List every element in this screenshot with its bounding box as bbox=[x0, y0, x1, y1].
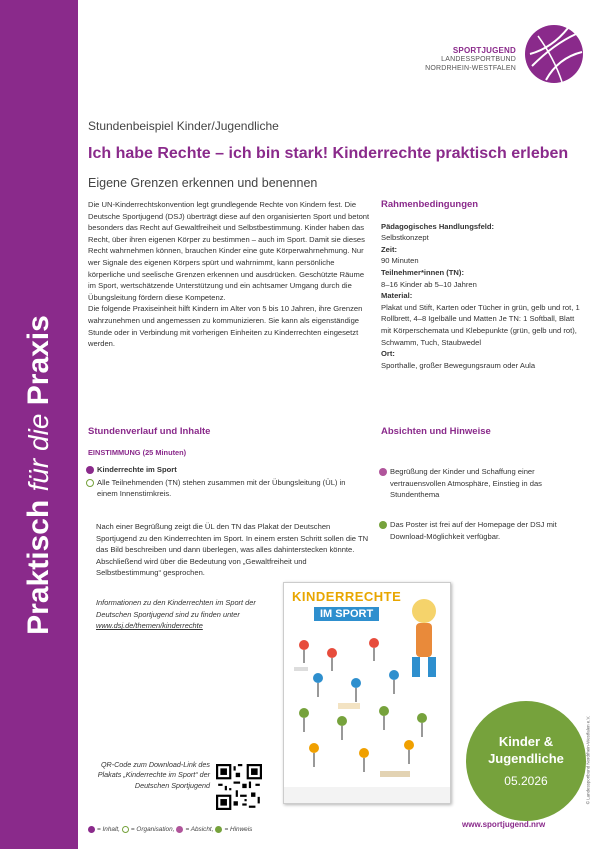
tn-label: Teilnehmer*innen (TN): bbox=[381, 267, 464, 277]
info-link[interactable]: www.dsj.de/themen/kinderrechte bbox=[96, 621, 203, 631]
hinweis-item bbox=[379, 519, 584, 542]
badge-line2: Jugendliche bbox=[488, 751, 564, 766]
logo-line1: SPORTJUGEND bbox=[452, 46, 516, 55]
inhalt-item bbox=[86, 464, 366, 475]
copyright-note: © Landessportbund Nordrhein-Westfalen e.V. bbox=[585, 715, 591, 805]
logo-ball-icon bbox=[524, 24, 584, 84]
page-subtitle: Eigene Grenzen erkennen und benennen bbox=[88, 176, 318, 190]
legend-absicht: = Absicht, bbox=[185, 826, 214, 833]
logo-text bbox=[425, 46, 516, 73]
legend-hinweis-dot-icon bbox=[215, 826, 222, 833]
intro-text bbox=[88, 199, 370, 350]
legend-organisation: = Organisation, bbox=[130, 826, 175, 833]
organisation-item bbox=[86, 477, 366, 499]
qr-code-icon[interactable] bbox=[216, 764, 262, 810]
tn-value: 8–16 Kinder ab 5–10 Jahren bbox=[381, 279, 477, 289]
info-text-body: Informationen zu den Kinderrechten im Sport der Deutschen Sportjugend sind zu finden unter bbox=[96, 598, 256, 619]
sidebar bbox=[0, 0, 78, 849]
poster-title-line2: IM SPORT bbox=[314, 607, 379, 621]
inhalt-dot-icon bbox=[86, 466, 94, 474]
qr-caption: QR-Code zum Download-Link des Plakats „Kinderrechte im Sport“ der Deutschen Sportjugend bbox=[97, 760, 210, 790]
badge-line1: Kinder & bbox=[498, 734, 554, 749]
inhalt-item-text: Kinderrechte im Sport bbox=[97, 465, 177, 474]
organisation-item-text: Alle Teilnehmenden (TN) stehen zusammen mit der Übungsleitung (ÜL) in einem Innenstirnkreis. bbox=[97, 478, 346, 498]
hinweis-item-text: Das Poster ist frei auf der Homepage der DSJ mit Download-Möglichkeit verfügbar. bbox=[390, 520, 557, 541]
legend-hinweis: = Hinweis bbox=[224, 826, 253, 833]
zeit-label: Zeit: bbox=[381, 244, 398, 254]
handlungsfeld-label: Pädagogisches Handlungsfeld: bbox=[381, 221, 495, 231]
absicht-dot-icon bbox=[379, 468, 387, 476]
symbol-legend bbox=[88, 826, 252, 833]
intro-paragraph-1: Die UN-Kinderrechtskonvention legt grundlegende Rechte von Kindern fest. Die Deutsche Sportjugend (DSJ) überträgt diese auf den organisierten Sport und betont besonders das Recht auf Gewaltfreiheit und Selbstbestimmung. Kinder haben das Recht, über ihren eigenen Körper zu bestimmen – auch im Sport. Damit sie dieses Recht wahrnehmen können, brauchen Kinder eine gute Körperwahrnehmung. Nur wer Signale des eigenen Körpers spürt und wahrnimmt, kann persönliche körperliche und seelische Grenzen erkennen und ausdrücken. Geschützte Räume im Sport, wertschätzende Unterstützung und ein achtsamer Umgang durch die Übungsleitung fördern diese Kompetenz. bbox=[88, 200, 370, 302]
material-label: Material: bbox=[381, 291, 413, 301]
poster-illustration-icon bbox=[284, 583, 451, 804]
sidebar-title bbox=[22, 315, 56, 635]
ort-label: Ort: bbox=[381, 349, 395, 359]
legend-inhalt-dot-icon bbox=[88, 826, 95, 833]
legend-absicht-dot-icon bbox=[176, 826, 183, 833]
verlauf-paragraph: Nach einer Begrüßung zeigt die ÜL den TN das Plakat der Deutschen Sportjugend zu den Kinderrechten im Sport. In einem ersten Schritt sollen die TN das Bild beschreiben und dann überlegen, was alles dahinterstecken könnte. Abschließend wird über die Bedeutung von „Gewaltfreiheit und Selbstbestimmung“ gesprochen. bbox=[96, 522, 369, 578]
page-title: Ich habe Rechte – ich bin stark! Kinderrechte praktisch erleben bbox=[88, 145, 569, 162]
info-text bbox=[96, 597, 276, 632]
logo-line3: NORDRHEIN-WESTFALEN bbox=[425, 65, 516, 72]
rahmenbedingungen bbox=[381, 199, 586, 371]
sidebar-title-word2: für die bbox=[23, 413, 54, 492]
absicht-item-text: Begrüßung der Kinder und Schaffung einer vertrauensvollen Atmosphäre, Einstieg in das Stundenthema bbox=[390, 467, 542, 500]
sidebar-title-word3: Praxis bbox=[22, 315, 55, 406]
hinweis-dot-icon bbox=[379, 521, 387, 529]
handlungsfeld-value: Selbstkonzept bbox=[381, 233, 429, 243]
kinderrechte-poster bbox=[283, 582, 451, 804]
intro-paragraph-2: Die folgende Praxiseinheit hilft Kindern im Alter von 5 bis 10 Jahren, ihre Grenzen wahrzunehmen und angemessen zu kommunizieren. Sie kann als eigenständige Stunde oder in Verbindung mit vorherigen Einheiten zu Kinderrechten eingesetzt werden. bbox=[88, 304, 363, 349]
phase-heading: EINSTIMMUNG (25 Minuten) bbox=[88, 448, 187, 457]
audience-badge bbox=[466, 701, 586, 821]
poster-title-line1: KINDERRECHTE bbox=[292, 589, 402, 604]
legend-inhalt: = Inhalt, bbox=[97, 826, 120, 833]
sportjugend-logo bbox=[425, 24, 584, 84]
website-link[interactable]: www.sportjugend.nrw bbox=[462, 820, 546, 829]
absicht-item bbox=[379, 466, 584, 501]
legend-organisation-dot-icon bbox=[122, 826, 129, 833]
badge-date: 05.2026 bbox=[504, 774, 548, 788]
verlauf-heading: Stundenverlauf und Inhalte bbox=[88, 426, 211, 437]
organisation-dot-icon bbox=[86, 479, 94, 487]
rahmen-heading: Rahmenbedingungen bbox=[381, 199, 479, 210]
ort-value: Sporthalle, großer Bewegungsraum oder Aula bbox=[381, 360, 536, 370]
absichten-heading: Absichten und Hinweise bbox=[381, 426, 491, 437]
zeit-value: 90 Minuten bbox=[381, 256, 419, 266]
page-kicker: Stundenbeispiel Kinder/Jugendliche bbox=[88, 119, 279, 133]
sidebar-title-word1: Praktisch bbox=[22, 499, 55, 635]
material-value: Plakat und Stift, Karten oder Tücher in grün, gelb und rot, 1 Rollbrett, 4–8 Igelbälle und Matten Je TN: 1 Softball, Blatt mit Körperschemata und Klebepunkte (grün, gelb und rot), Schwamm, Tuch, Staubwedel bbox=[381, 302, 580, 347]
poster-footer bbox=[284, 787, 450, 803]
logo-line2: LANDESSPORTBUND bbox=[441, 56, 516, 63]
